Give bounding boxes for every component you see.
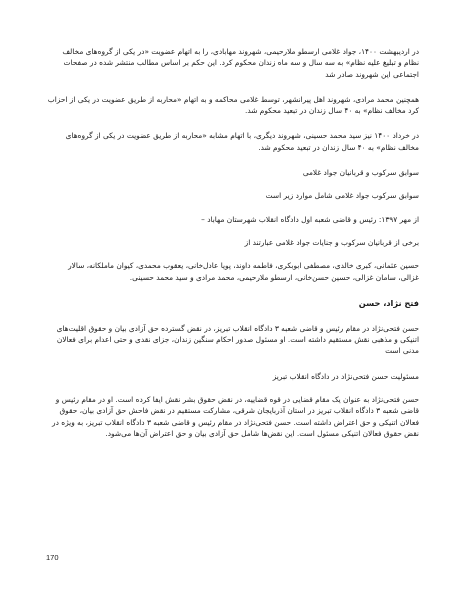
section-heading: فتح نژاد، حسن bbox=[358, 297, 419, 308]
paragraph-seyed-mohammad-hosseini: در خرداد ۱۴۰۰ نیز سید محمد حسینی، شهروند دیگری، با اتهام مشابه «محاربه از طریق عضویت در یکی از گروه‌های مخالف نظام» به ۴۰ سال زندان در تبعید محکوم شد. bbox=[65, 131, 419, 152]
paragraph-fathinejad-intro: حسن فتحی‌نژاد در مقام رئیس و قاضی شعبه ۳ دادگاه انقلاب تبریز، در نقض گسترده حق آزادی بیان و حقوق اقلیت‌های اتنیکی و مذهبی نقش مستقیم داشته است. او مسئول صدور احکام سنگین زندان، جزای نقدی و حتی اعدام برای فعالان مدنی است bbox=[56, 323, 419, 356]
paragraph-victims-intro: برخی از قربانیان سرکوب و جنایات جواد غلامی عبارتند از bbox=[244, 237, 419, 247]
paragraph-mohammad-moradi: همچنین محمد مرادی، شهروند اهل پیرانشهر، توسط غلامی محاکمه و به اتهام «محاربه از طریق عضویت در یکی از احزاب کرد مخالف نظام» به ۴۰ سال زندان در تبعید محکوم شد. bbox=[47, 94, 419, 116]
paragraph-record-item: از مهر ۱۳۹۷: رئیس و قاضی شعبه اول دادگاه انقلاب شهرستان مهاباد – bbox=[201, 214, 419, 224]
subheading-repression-record: سوابق سرکوب و قربانیان جواد غلامی bbox=[302, 168, 419, 178]
paragraph-record-intro: سوابق سرکوب جواد غلامی شامل موارد زیر است bbox=[265, 191, 419, 201]
paragraph-victims-list: حسین عثمانی، کبری خالدی، مصطفی ابوبکری، فاطمه داوند، پویا عادل‌خانی، یعقوب محمدی، کیوان ماملکانه، سالار غزالی، سامان غزالی، حسین حسن‌خانی، ارسطو ملارحیمی، محمد مرادی و سید محمد حسینی. bbox=[68, 261, 419, 282]
page-number: 170 bbox=[46, 553, 59, 562]
paragraph-arrest-mollarahimi: در اردیبهشت ۱۴۰۰، جواد غلامی ارسطو ملارحیمی، شهروند مهابادی، را به اتهام عضویت «در یکی از گروه‌های مخالف نظام و تبلیغ علیه نظام» به سه سال و سه ماه زندان محکوم کرد. این حکم بر اساس مطالب منتشر شده در صفحات اجتماعی این شهروند صادر شد bbox=[62, 47, 419, 79]
paragraph-fathinejad-details: حسن فتحی‌نژاد به عنوان یک مقام قضایی در قوه قضاییه، در نقض حقوق بشر نقش ایفا کرده است. او در مقام رئیس و قاضی شعبه ۳ دادگاه انقلاب تبریز در استان آذربایجان شرقی، مشارکت مستقیم در نقض فاحش حق آزادی بیان، حقوق فعالان اتنیکی و حق اعتراض داشته است. حسن فتحی‌نژاد در مقام رئیس و قاضی شعبه ۳ دادگاه انقلاب تبریز، به ویژه در نقض حقوق فعالان اتنیکی مسئول است. این نقض‌ها شامل حق آزادی بیان و حق اعتراض آن‌ها می‌شود. bbox=[52, 395, 419, 438]
subheading-fathinejad-responsibility: مسئولیت حسن فتحی‌نژاد در دادگاه انقلاب تبریز bbox=[272, 371, 419, 381]
page-content bbox=[46, 46, 419, 453]
